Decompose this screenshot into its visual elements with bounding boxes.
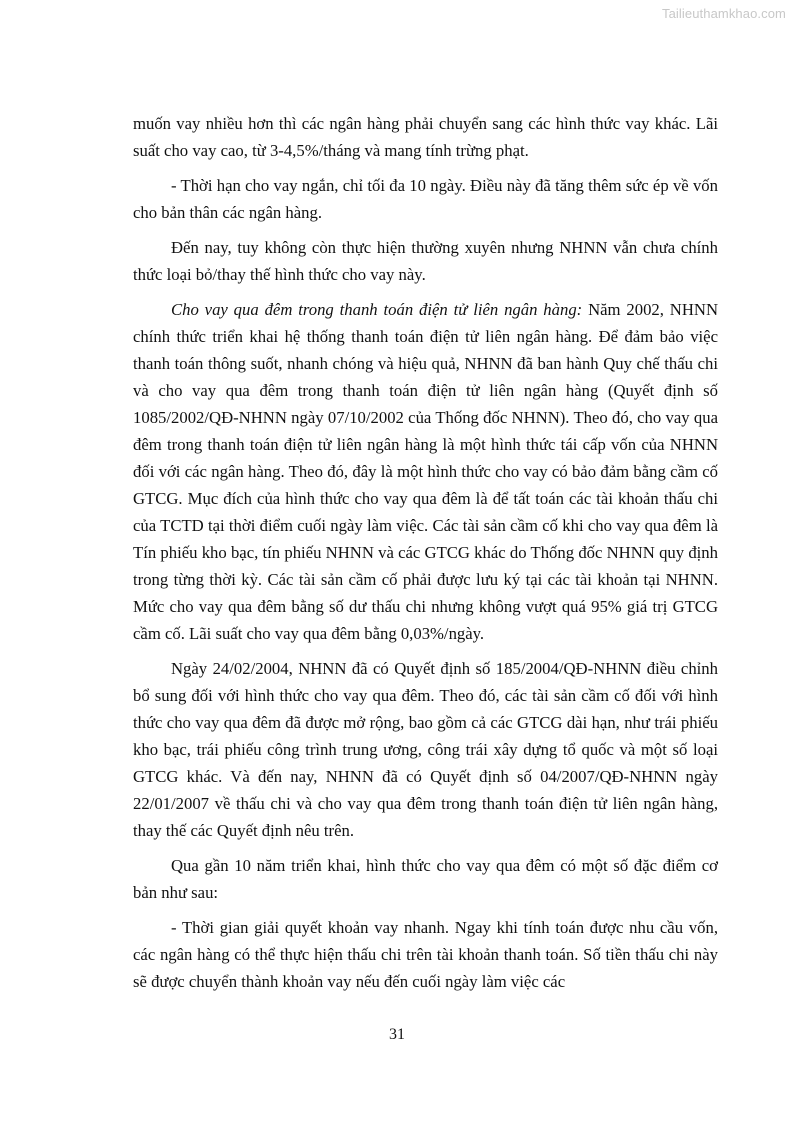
page-number: 31 <box>389 1026 405 1043</box>
paragraph-decision-2004: Ngày 24/02/2004, NHNN đã có Quyết định số 185/2004/QĐ-NHNN điều chỉnh bổ sung đối với hình thức cho vay qua đêm. Theo đó, các tài sản cầm cố đối với hình thức cho vay qua đêm đã được mở rộng, bao gồm cả các GTCG dài hạn, như trái phiếu kho bạc, trái phiếu công trình trung ương, công trái xây dựng tổ quốc và một số loại GTCG khác. Và đến nay, NHNN đã có Quyết định số 04/2007/QĐ-NHNN ngày 22/01/2007 về thấu chi và cho vay qua đêm trong thanh toán điện tử liên ngân hàng, thay thế các Quyết định nêu trên. <box>133 659 718 840</box>
italic-lead-heading: Cho vay qua đêm trong thanh toán điện tử liên ngân hàng: <box>171 300 583 319</box>
paragraph-overnight-loans-text: Năm 2002, NHNN chính thức triển khai hệ thống thanh toán điện tử liên ngân hàng. Để đảm bảo việc thanh toán thông suốt, nhanh chóng và hiệu quả, NHNN đã ban hành Quy chế thấu chi và cho vay qua đêm trong thanh toán điện tử liên ngân hàng (Quyết định số 1085/2002/QĐ-NHNN ngày 07/10/2002 của Thống đốc NHNN). Theo đó, cho vay qua đêm trong thanh toán điện tử liên ngân hàng là một hình thức tái cấp vốn của NHNN đối với các ngân hàng. Theo đó, đây là một hình thức cho vay có bảo đảm bằng cầm cố GTCG. Mục đích của hình thức cho vay qua đêm là để tất toán các tài khoản thấu chi của TCTD tại thời điểm cuối ngày làm việc. Các tài sản cầm cố khi cho vay qua đêm là Tín phiếu kho bạc, tín phiếu NHNN và các GTCG khác do Thống đốc NHNN quy định trong từng thời kỳ. Các tài sản cầm cố phải được lưu ký tại các tài khoản tại NHNN. Mức cho vay qua đêm bằng số dư thấu chi nhưng không vượt quá 95% giá trị GTCG cầm cố. Lãi suất cho vay qua đêm bằng 0,03%/ngày. <box>133 300 718 643</box>
paragraph-continued: muốn vay nhiều hơn thì các ngân hàng phải chuyển sang các hình thức vay khác. Lãi suất cho vay cao, từ 3-4,5%/tháng và mang tính trừng phạt. <box>133 114 718 160</box>
paragraph-quick-processing: - Thời gian giải quyết khoản vay nhanh. Ngay khi tính toán được nhu cầu vốn, các ngân hàng có thể thực hiện thấu chi trên tài khoản thanh toán. Số tiền thấu chi này sẽ được chuyển thành khoản vay nếu đến cuối ngày làm việc các <box>133 918 718 991</box>
watermark: Tailieuthamkhao.com <box>661 6 786 21</box>
paragraph-current-status: Đến nay, tuy không còn thực hiện thường xuyên nhưng NHNN vẫn chưa chính thức loại bỏ/thay thế hình thức cho vay này. <box>133 238 718 284</box>
paragraph-characteristics-intro: Qua gần 10 năm triển khai, hình thức cho vay qua đêm có một số đặc điểm cơ bản như sau: <box>133 856 718 902</box>
paragraph-overnight-loans <box>133 296 718 647</box>
paragraph-loan-term: - Thời hạn cho vay ngắn, chỉ tối đa 10 ngày. Điều này đã tăng thêm sức ép về vốn cho bản thân các ngân hàng. <box>133 176 718 222</box>
document-body <box>133 110 718 1003</box>
